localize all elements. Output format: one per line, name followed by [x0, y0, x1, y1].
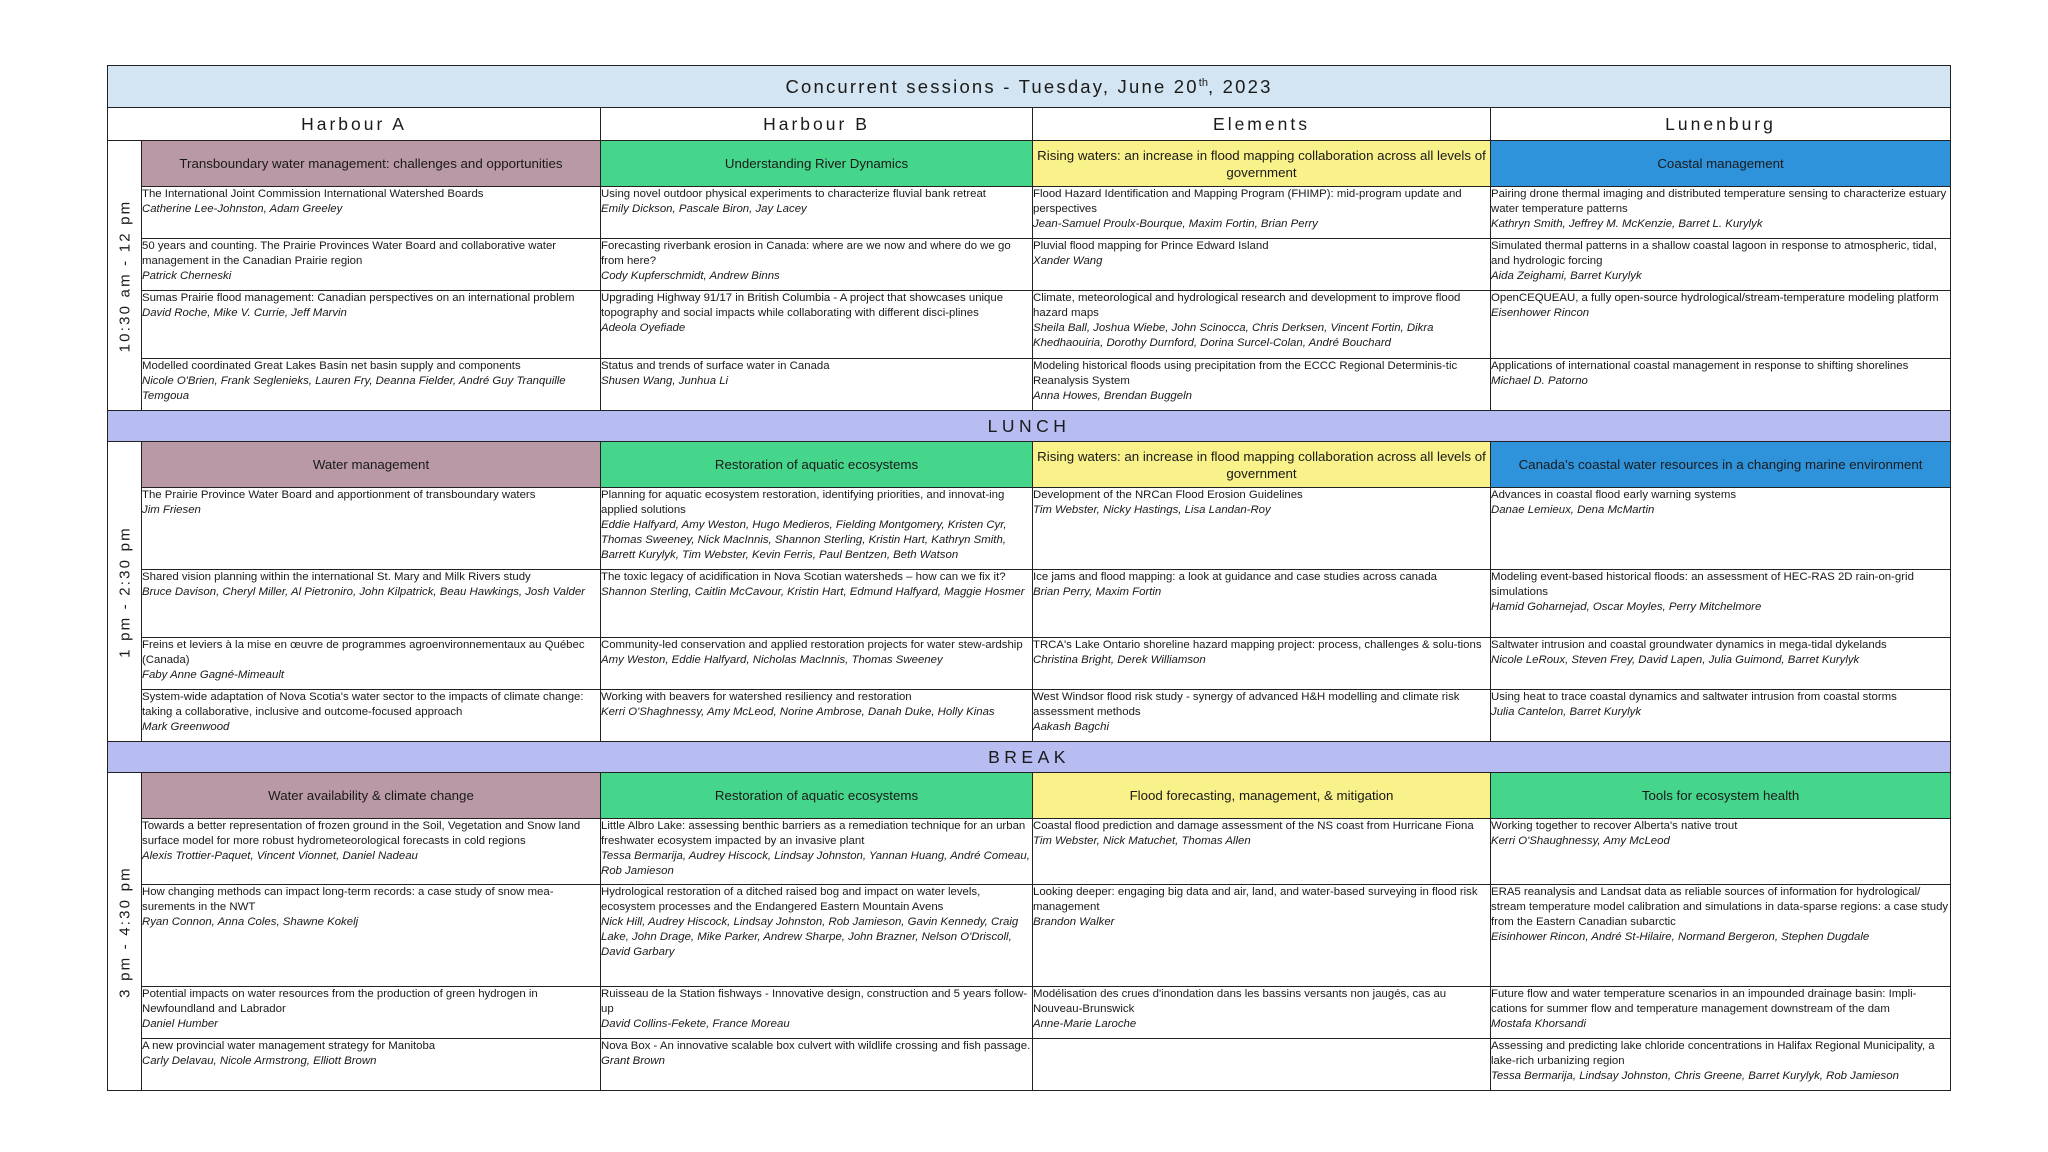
- talk-cell: [142, 239, 601, 291]
- talk-cell: [1033, 987, 1491, 1039]
- session-theme-harbour-b: Restoration of aquatic ecosystems: [601, 773, 1033, 819]
- talk-title: The toxic legacy of acidification in Nova Scotian watersheds – how can we fix it?: [601, 571, 1006, 583]
- talk-authors: Anne-Marie Laroche: [1033, 1018, 1137, 1030]
- talk-cell: [142, 690, 601, 742]
- talk-authors: Xander Wang: [1033, 255, 1103, 267]
- session-time-label: 3 pm - 4:30 pm: [116, 865, 133, 998]
- table-row: [108, 570, 1951, 638]
- talk-title: West Windsor flood risk study - synergy of advanced H&H modelling and climate risk assessment methods: [1033, 691, 1460, 718]
- table-row: [108, 488, 1951, 570]
- talk-title: Hydrological restoration of a ditched raised bog and impact on water levels, ecosystem processes and the Endangered Eastern Mountain Avens: [601, 886, 981, 913]
- room-header-row: [108, 108, 1951, 141]
- talk-title: Nova Box - An innovative scalable box culvert with wildlife crossing and fish passage.: [601, 1040, 1031, 1052]
- session-theme-elements: Flood forecasting, management, & mitigation: [1033, 773, 1491, 819]
- session-time: [108, 442, 142, 742]
- talk-cell: [601, 987, 1033, 1039]
- talk-authors: Aida Zeighami, Barret Kurylyk: [1491, 270, 1642, 282]
- talk-authors: Jean-Samuel Proulx-Bourque, Maxim Fortin, Brian Perry: [1033, 218, 1318, 230]
- talk-title: Upgrading Highway 91/17 in British Columbia - A project that showcases unique topography and social impacts while collaborating with different disci-plines: [601, 292, 1004, 319]
- session-time: [108, 141, 142, 411]
- session-time-label: 1 pm - 2:30 pm: [116, 525, 133, 658]
- session-theme-elements: Rising waters: an increase in flood mapping collaboration across all levels of government: [1033, 442, 1491, 488]
- talk-authors: Tessa Bermarija, Audrey Hiscock, Lindsay Johnston, Yannan Huang, André Comeau, Rob Jamieson: [601, 850, 1030, 877]
- talk-cell: [1033, 690, 1491, 742]
- talk-authors: Kerri O'Shaghnessy, Amy McLeod, Norine Ambrose, Danah Duke, Holly Kinas: [601, 706, 995, 718]
- talk-title: Ruisseau de la Station fishways - Innovative design, construction and 5 years follow-up: [601, 988, 1028, 1015]
- talk-authors: Cody Kupferschmidt, Andrew Binns: [601, 270, 780, 282]
- table-row: [108, 1039, 1951, 1091]
- talk-title: How changing methods can impact long-term records: a case study of snow mea-surements in the NWT: [142, 886, 554, 913]
- break-label: LUNCH: [108, 411, 1951, 442]
- talk-title: Saltwater intrusion and coastal groundwater dynamics in mega-tidal dykelands: [1491, 639, 1887, 651]
- talk-authors: Patrick Cherneski: [142, 270, 232, 282]
- title-suffix: , 2023: [1207, 75, 1273, 97]
- talk-cell: [1033, 488, 1491, 570]
- talk-title: Assessing and predicting lake chloride concentrations in Halifax Regional Municipality, a lake-rich urbanizing region: [1491, 1040, 1935, 1067]
- talk-authors: David Collins-Fekete, France Moreau: [601, 1018, 790, 1030]
- talk-cell: [1491, 1039, 1951, 1091]
- talk-title: Sumas Prairie flood management: Canadian perspectives on an international problem: [142, 292, 575, 304]
- talk-title: Status and trends of surface water in Canada: [601, 360, 830, 372]
- talk-title: Freins et leviers à la mise en œuvre de programmes agroenvironnementaux au Québec (Canada): [142, 639, 585, 666]
- room-header-lunenburg: Lunenburg: [1491, 108, 1951, 141]
- talk-title: Modelled coordinated Great Lakes Basin net basin supply and components: [142, 360, 521, 372]
- theme-row: [108, 141, 1951, 187]
- page-title: [108, 66, 1951, 108]
- talk-title: TRCA's Lake Ontario shoreline hazard mapping project: process, challenges & solu-tions: [1033, 639, 1482, 651]
- talk-title: Using heat to trace coastal dynamics and saltwater intrusion from coastal storms: [1491, 691, 1897, 703]
- talk-title: The International Joint Commission International Watershed Boards: [142, 188, 484, 200]
- talk-title: Potential impacts on water resources from the production of green hydrogen in Newfoundland and Labrador: [142, 988, 538, 1015]
- talk-title: Advances in coastal flood early warning systems: [1491, 489, 1737, 501]
- talk-authors: Tim Webster, Nicky Hastings, Lisa Landan-Roy: [1033, 504, 1271, 516]
- talk-cell: [142, 187, 601, 239]
- talk-authors: Mark Greenwood: [142, 721, 230, 733]
- table-row: [108, 819, 1951, 885]
- talk-authors: Jim Friesen: [142, 504, 201, 516]
- talk-title: Modélisation des crues d'inondation dans les bassins versants non jaugés, cas au Nouveau-Brunswick: [1033, 988, 1447, 1015]
- talk-cell: [142, 1039, 601, 1091]
- talk-title: Looking deeper: engaging big data and air, land, and water-based surveying in flood risk management: [1033, 886, 1478, 913]
- schedule-table: [107, 65, 1951, 1091]
- room-header-harbour-b: Harbour B: [601, 108, 1033, 141]
- talk-title: Working together to recover Alberta's native trout: [1491, 820, 1738, 832]
- talk-authors: Adeola Oyefiade: [601, 322, 686, 334]
- talk-cell: [142, 987, 601, 1039]
- talk-cell: [1491, 239, 1951, 291]
- talk-cell: [142, 638, 601, 690]
- session-time-label: 10:30 am - 12 pm: [116, 199, 133, 352]
- talk-cell: [601, 488, 1033, 570]
- talk-title: System-wide adaptation of Nova Scotia's water sector to the impacts of climate change: taking a collaborative, inclusive and outcome-focused approach: [142, 691, 584, 718]
- table-row: [108, 359, 1951, 411]
- break-label: BREAK: [108, 742, 1951, 773]
- talk-authors: Julia Cantelon, Barret Kurylyk: [1491, 706, 1642, 718]
- talk-authors: Catherine Lee-Johnston, Adam Greeley: [142, 203, 343, 215]
- session-theme-harbour-b: Restoration of aquatic ecosystems: [601, 442, 1033, 488]
- talk-cell: [142, 885, 601, 987]
- talk-title: Using novel outdoor physical experiments to characterize fluvial bank retreat: [601, 188, 986, 200]
- talk-authors: Carly Delavau, Nicole Armstrong, Elliott Brown: [142, 1055, 377, 1067]
- talk-title: 50 years and counting. The Prairie Provinces Water Board and collaborative water management in the Canadian Prairie region: [142, 240, 557, 267]
- talk-cell: [1491, 488, 1951, 570]
- talk-authors: Aakash Bagchi: [1033, 721, 1109, 733]
- talk-authors: Daniel Humber: [142, 1018, 218, 1030]
- talk-cell: [142, 488, 601, 570]
- talk-cell: [1033, 819, 1491, 885]
- theme-row: [108, 773, 1951, 819]
- talk-title: Modeling historical floods using precipitation from the ECCC Regional Determinis-tic Reanalysis System: [1033, 360, 1458, 387]
- break-row: [108, 411, 1951, 442]
- talk-authors: Alexis Trottier-Paquet, Vincent Vionnet, Daniel Nadeau: [142, 850, 418, 862]
- talk-title: Shared vision planning within the international St. Mary and Milk Rivers study: [142, 571, 531, 583]
- title-prefix: Concurrent sessions - Tuesday, June 20: [785, 75, 1199, 97]
- talk-cell: [1033, 359, 1491, 411]
- talk-title: The Prairie Province Water Board and apportionment of transboundary waters: [142, 489, 536, 501]
- talk-title: Development of the NRCan Flood Erosion Guidelines: [1033, 489, 1303, 501]
- talk-authors: Faby Anne Gagné-Mimeault: [142, 669, 285, 681]
- talk-authors: Michael D. Patorno: [1491, 375, 1588, 387]
- talk-cell: [1033, 187, 1491, 239]
- talk-cell: [1033, 885, 1491, 987]
- talk-cell: [601, 187, 1033, 239]
- talk-authors: Mostafa Khorsandi: [1491, 1018, 1586, 1030]
- session-theme-harbour-a: Water management: [142, 442, 601, 488]
- talk-title: Forecasting riverbank erosion in Canada: where are we now and where do we go from here?: [601, 240, 1011, 267]
- talk-cell: [1491, 819, 1951, 885]
- session-theme-lunenburg: Coastal management: [1491, 141, 1951, 187]
- session-theme-elements: Rising waters: an increase in flood mapping collaboration across all levels of government: [1033, 141, 1491, 187]
- talk-title: Modeling event-based historical floods: an assessment of HEC-RAS 2D rain-on-grid simulations: [1491, 571, 1914, 598]
- talk-title: A new provincial water management strategy for Manitoba: [142, 1040, 436, 1052]
- talk-cell: [601, 1039, 1033, 1091]
- talk-authors: Ryan Connon, Anna Coles, Shawne Kokelj: [142, 916, 359, 928]
- talk-authors: Christina Bright, Derek Williamson: [1033, 654, 1206, 666]
- talk-authors: Eisinhower Rincon, André St-Hilaire, Normand Bergeron, Stephen Dugdale: [1491, 931, 1870, 943]
- talk-title: ERA5 reanalysis and Landsat data as reliable sources of information for hydrological/ stream temperature model calibration and simulations in data-sparse regions: a case study from the Eastern Canadian subarctic: [1491, 886, 1949, 928]
- talk-title: Pluvial flood mapping for Prince Edward Island: [1033, 240, 1269, 252]
- talk-title: OpenCEQUEAU, a fully open-source hydrological/stream-temperature modeling platform: [1491, 292, 1939, 304]
- title-row: [108, 66, 1951, 108]
- talk-cell: [1033, 1039, 1491, 1091]
- talk-authors: Emily Dickson, Pascale Biron, Jay Lacey: [601, 203, 807, 215]
- talk-cell: [1491, 638, 1951, 690]
- talk-cell: [1491, 291, 1951, 359]
- theme-row: [108, 442, 1951, 488]
- talk-authors: Nicole LeRoux, Steven Frey, David Lapen, Julia Guimond, Barret Kurylyk: [1491, 654, 1860, 666]
- talk-authors: Nick Hill, Audrey Hiscock, Lindsay Johnston, Rob Jamieson, Gavin Kennedy, Craig Lake, John Drage, Mike Parker, Andrew Sharpe, John Brazner, Nelson O'Driscoll, David Garbary: [601, 916, 1019, 958]
- talk-cell: [601, 819, 1033, 885]
- talk-cell: [601, 638, 1033, 690]
- talk-authors: Danae Lemieux, Dena McMartin: [1491, 504, 1655, 516]
- talk-title: Applications of international coastal management in response to shifting shorelines: [1491, 360, 1909, 372]
- talk-cell: [1491, 570, 1951, 638]
- table-row: [108, 239, 1951, 291]
- talk-title: Climate, meteorological and hydrological research and development to improve flood hazard maps: [1033, 292, 1461, 319]
- talk-title: Future flow and water temperature scenarios in an impounded drainage basin: Impli-cations for summer flow and temperature management downstream of the dam: [1491, 988, 1917, 1015]
- talk-authors: Kerri O'Shaughnessy, Amy McLeod: [1491, 835, 1670, 847]
- talk-title: Pairing drone thermal imaging and distributed temperature sensing to characterize estuary water temperature patterns: [1491, 188, 1947, 215]
- break-row: [108, 742, 1951, 773]
- talk-authors: Grant Brown: [601, 1055, 665, 1067]
- talk-authors: Hamid Goharnejad, Oscar Moyles, Perry Mitchelmore: [1491, 601, 1762, 613]
- talk-cell: [1033, 638, 1491, 690]
- talk-cell: [601, 885, 1033, 987]
- talk-authors: Eisenhower Rincon: [1491, 307, 1590, 319]
- talk-cell: [142, 291, 601, 359]
- talk-authors: Brandon Walker: [1033, 916, 1115, 928]
- table-row: [108, 291, 1951, 359]
- session-theme-harbour-a: Transboundary water management: challenges and opportunities: [142, 141, 601, 187]
- talk-authors: Nicole O'Brien, Frank Seglenieks, Lauren Fry, Deanna Fielder, André Guy Tranquille Temgoua: [142, 375, 566, 402]
- talk-title: Flood Hazard Identification and Mapping Program (FHIMP): mid-program update and perspectives: [1033, 188, 1462, 215]
- talk-cell: [1033, 291, 1491, 359]
- table-row: [108, 987, 1951, 1039]
- talk-cell: [1033, 570, 1491, 638]
- talk-authors: Kathryn Smith, Jeffrey M. McKenzie, Barret L. Kurylyk: [1491, 218, 1763, 230]
- talk-authors: Eddie Halfyard, Amy Weston, Hugo Medieros, Fielding Montgomery, Kristen Cyr, Thomas Sweeney, Nick MacInnis, Shannon Sterling, Kristin Hart, Kathryn Smith, Barrett Kurylyk, Tim Webster, Kevin Ferris, Paul Bentzen, Beth Watson: [601, 519, 1007, 561]
- table-row: [108, 690, 1951, 742]
- table-row: [108, 885, 1951, 987]
- talk-title: Coastal flood prediction and damage assessment of the NS coast from Hurricane Fiona: [1033, 820, 1474, 832]
- talk-cell: [1491, 359, 1951, 411]
- talk-cell: [1491, 690, 1951, 742]
- talk-cell: [1491, 885, 1951, 987]
- talk-authors: Anna Howes, Brendan Buggeln: [1033, 390, 1192, 402]
- talk-cell: [601, 291, 1033, 359]
- talk-authors: Shusen Wang, Junhua Li: [601, 375, 729, 387]
- session-theme-harbour-a: Water availability & climate change: [142, 773, 601, 819]
- talk-title: Working with beavers for watershed resiliency and restoration: [601, 691, 912, 703]
- table-row: [108, 638, 1951, 690]
- talk-title: Ice jams and flood mapping: a look at guidance and case studies across canada: [1033, 571, 1437, 583]
- talk-authors: Tim Webster, Nick Matuchet, Thomas Allen: [1033, 835, 1251, 847]
- talk-cell: [601, 690, 1033, 742]
- talk-cell: [601, 239, 1033, 291]
- talk-authors: Sheila Ball, Joshua Wiebe, John Scinocca, Chris Derksen, Vincent Fortin, Dikra Khedhaouiria, Dorothy Durnford, Dorina Surcel-Colan, André Bouchard: [1033, 322, 1434, 349]
- talk-cell: [142, 819, 601, 885]
- room-header-elements: Elements: [1033, 108, 1491, 141]
- title-superscript: th: [1198, 76, 1208, 89]
- talk-authors: Tessa Bermarija, Lindsay Johnston, Chris Greene, Barret Kurylyk, Rob Jamieson: [1491, 1070, 1899, 1082]
- talk-cell: [601, 359, 1033, 411]
- talk-cell: [1491, 987, 1951, 1039]
- talk-title: Planning for aquatic ecosystem restoration, identifying priorities, and innovat-ing applied solutions: [601, 489, 1005, 516]
- talk-authors: David Roche, Mike V. Currie, Jeff Marvin: [142, 307, 347, 319]
- talk-title: Towards a better representation of frozen ground in the Soil, Vegetation and Snow land surface model for more robust hydrometeorological forecasts in cold regions: [142, 820, 581, 847]
- talk-authors: Amy Weston, Eddie Halfyard, Nicholas MacInnis, Thomas Sweeney: [601, 654, 943, 666]
- talk-authors: Shannon Sterling, Caitlin McCavour, Kristin Hart, Edmund Halfyard, Maggie Hosmer: [601, 586, 1025, 598]
- talk-title: Community-led conservation and applied restoration projects for water stew-ardship: [601, 639, 1023, 651]
- session-theme-harbour-b: Understanding River Dynamics: [601, 141, 1033, 187]
- session-theme-lunenburg: Tools for ecosystem health: [1491, 773, 1951, 819]
- talk-cell: [142, 359, 601, 411]
- talk-cell: [142, 570, 601, 638]
- talk-authors: Brian Perry, Maxim Fortin: [1033, 586, 1162, 598]
- talk-cell: [601, 570, 1033, 638]
- table-row: [108, 187, 1951, 239]
- room-header-harbour-a: Harbour A: [108, 108, 601, 141]
- talk-cell: [1491, 187, 1951, 239]
- talk-authors: Bruce Davison, Cheryl Miller, Al Pietroniro, John Kilpatrick, Beau Hawkings, Josh Valder: [142, 586, 585, 598]
- talk-title: Simulated thermal patterns in a shallow coastal lagoon in response to atmospheric, tidal, and hydrologic forcing: [1491, 240, 1937, 267]
- session-time: [108, 773, 142, 1091]
- session-theme-lunenburg: Canada's coastal water resources in a changing marine environment: [1491, 442, 1951, 488]
- talk-cell: [1033, 239, 1491, 291]
- talk-title: Little Albro Lake: assessing benthic barriers as a remediation technique for an urban freshwater ecosystem impacted by an invasive plant: [601, 820, 1026, 847]
